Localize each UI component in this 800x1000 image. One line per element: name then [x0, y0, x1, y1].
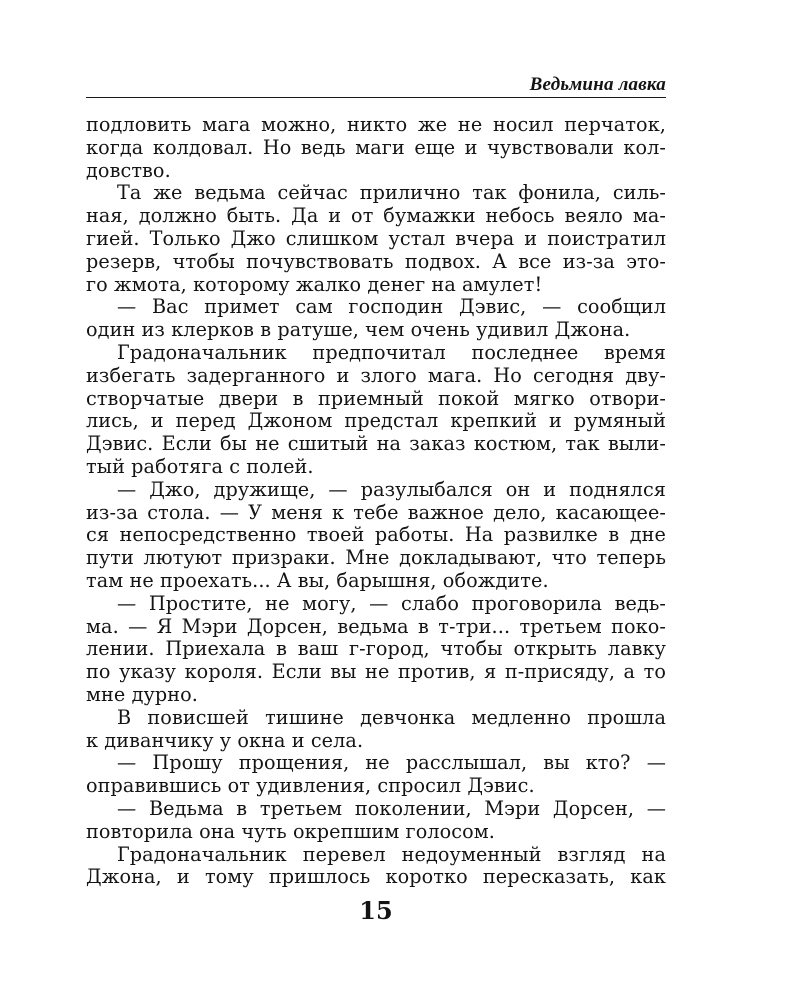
- text-line: ная, должно быть. Да и от бумажки небось веяло ма-: [86, 204, 666, 228]
- header-rule: [86, 97, 666, 98]
- text-line: подловить мага можно, никто же не носил перчаток,: [86, 113, 666, 136]
- text-line: Та же ведьма сейчас прилично так фонила, силь-: [117, 181, 666, 205]
- text-line: го жмота, которому жалко денег на амулет!: [86, 272, 543, 296]
- text-line: когда колдовал. Но ведь маги еще и чувствовали кол-: [86, 135, 666, 159]
- text-line: довство.: [86, 158, 171, 182]
- text-line: один из клерков в ратуше, чем очень удивил Джона.: [86, 318, 631, 342]
- text-line: пути лютуют призраки. Мне докладывают, что теперь: [86, 546, 666, 570]
- text-line: лись, и перед Джоном предстал крепкий и румяный: [86, 409, 666, 433]
- text-line: повторила она чуть окрепшим голосом.: [86, 819, 496, 843]
- text-line: — Вас примет сам господин Дэвис, — сообщил: [117, 295, 666, 319]
- text-line: по указу короля. Если вы не против, я п-присяду, а то: [86, 660, 666, 684]
- running-head-title: Ведьмина лавка: [529, 74, 666, 95]
- text-line: из-за стола. — У меня к тебе важное дело, касающее-: [86, 500, 666, 524]
- text-line: там не проехать... А вы, барышня, обождите.: [86, 568, 549, 592]
- text-line: Дэвис. Если бы не сшитый на заказ костюм, так выли-: [86, 432, 666, 456]
- text-line: гией. Только Джо слишком устал вчера и поистратил: [86, 226, 666, 250]
- text-line: к диванчику у окна и села.: [86, 728, 364, 752]
- text-line: лении. Приехала в ваш г-город, чтобы открыть лавку: [86, 637, 666, 661]
- text-line: избегать задерганного и злого мага. Но сегодня дву-: [86, 363, 666, 387]
- text-line: резерв, чтобы почувствовать подвох. А все из-за это-: [86, 249, 666, 273]
- text-line: тый работяга с полей.: [86, 454, 314, 478]
- text-line: Джона, и тому пришлось коротко пересказать, как: [86, 865, 666, 889]
- text-line: — Простите, не могу, — слабо проговорила ведь-: [117, 591, 666, 615]
- text-line: — Джо, дружище, — разулыбался он и поднялся: [117, 477, 666, 501]
- text-line: — Прошу прощения, не расслышал, вы кто? —: [117, 751, 666, 775]
- page-number: 15: [359, 896, 393, 925]
- text-line: мне дурно.: [86, 682, 198, 706]
- text-line: В повисшей тишине девчонка медленно прошла: [117, 705, 666, 729]
- body-text: [86, 114, 666, 889]
- text-line: — Ведьма в третьем поколении, Мэри Дорсен, —: [117, 796, 666, 820]
- text-line: Градоначальник предпочитал последнее время: [117, 340, 666, 364]
- text-line: створчатые двери в приемный покой мягко отвори-: [86, 386, 666, 410]
- text-line: ма. — Я Мэри Дорсен, ведьма в т-три... третьем поко-: [86, 614, 666, 638]
- text-line: ся непосредственно твоей работы. На развилке в дне: [86, 523, 666, 547]
- text-line: Градоначальник перевел недоуменный взгляд на: [117, 842, 666, 866]
- text-line: оправившись от удивления, спросил Дэвис.: [86, 774, 535, 798]
